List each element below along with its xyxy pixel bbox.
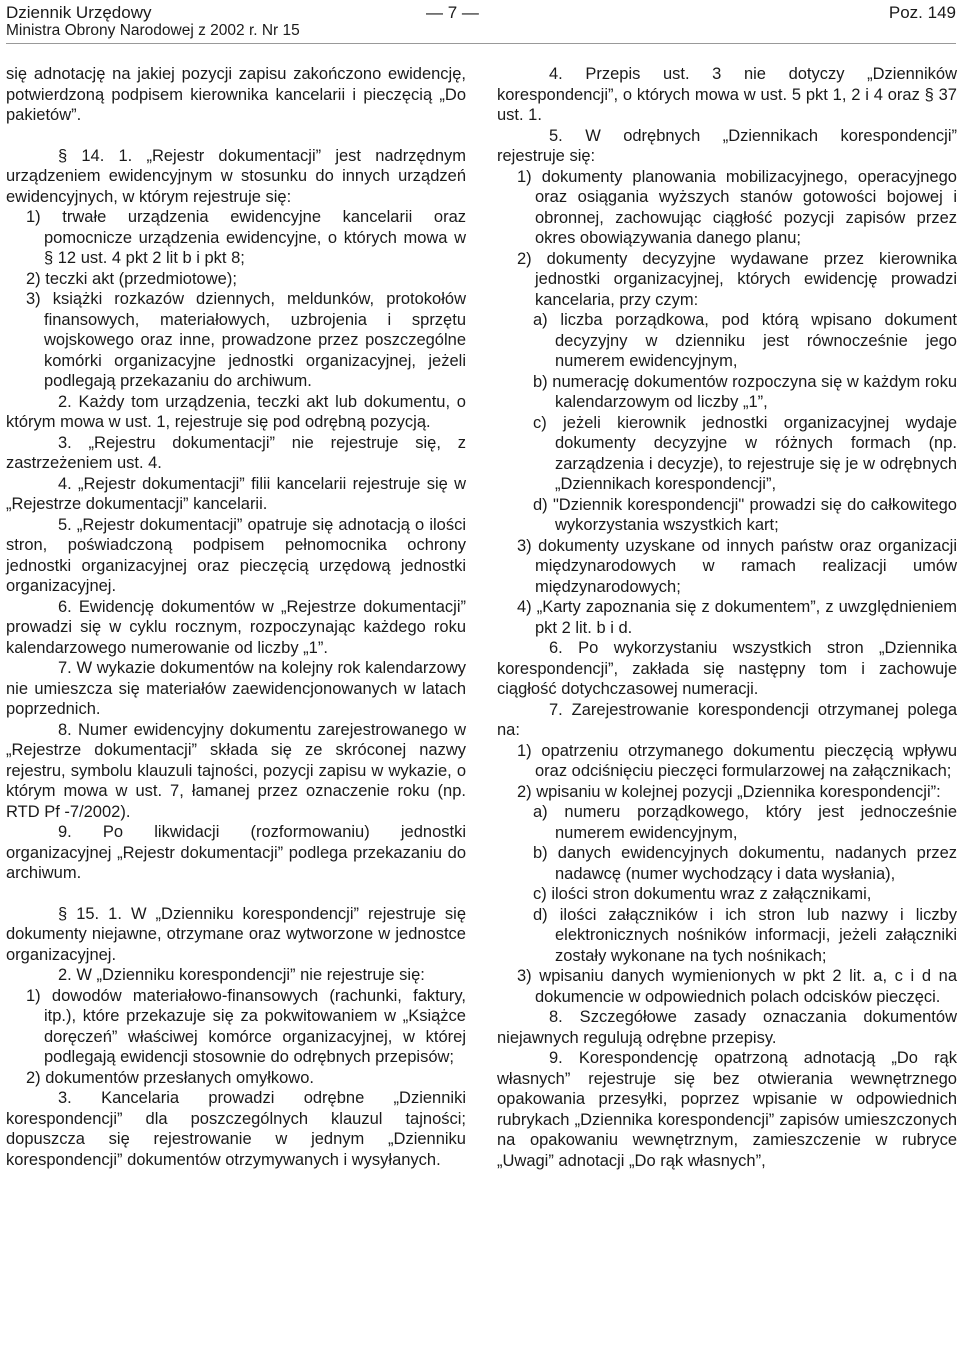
list-item: 1) dokumenty planowania mobilizacyjnego, operacyjnego oraz osiągania wyższych stanów gotowości bojowej i obronnej, zachowując ciągłość pozycji zapisów przez okres obowiązywania danego planu; (517, 167, 957, 247)
paragraph: 5. W odrębnych „Dziennikach korespondencji” rejestruje się: (497, 126, 957, 165)
paragraph: 4. „Rejestr dokumentacji” filii kancelarii rejestruje się w „Rejestrze dokumentacji” kancelarii. (6, 474, 466, 513)
paragraph: 6. Po wykorzystaniu wszystkich stron „Dziennika korespondencji”, zakłada się następny tom i zachowuje ciągłość dotychczasowej numeracji. (497, 639, 957, 698)
sub-list-item: b) danych ewidencyjnych dokumentu, nadanych przez nadawcę (numer wychodzący i data wysłania), (533, 844, 957, 883)
sub-list-item: a) numeru porządkowego, który jest jednocześnie numerem ewidencyjnym, (533, 803, 957, 842)
paragraph: 4. Przepis ust. 3 nie dotyczy „Dzienników korespondencji”, o których mowa w ust. 5 pkt 1, 2 i 4 oraz § 37 ust. 1. (497, 65, 957, 124)
section-15-heading: § 15. 1. W „Dzienniku korespondencji” rejestruje się dokumenty niejawne, otrzymane oraz wytworzone w jednostce organizacyjnej. (6, 904, 466, 964)
list-item: 1) opatrzeniu otrzymanego dokumentu pieczęcią wpływu oraz odciśnięciu pieczęci formularzowej na załącznikach; (517, 741, 957, 780)
page-number: — 7 — (426, 3, 479, 22)
paragraph: 8. Numer ewidencyjny dokumentu zarejestrowanego w „Rejestrze dokumentacji” składa się ze skróconej nazwy rejestru, symbolu klauzuli tajności, pozycji zapisu w wykazie, o którym mowa w ust. 7, łamanej przez oznaczenie roku (np. RTD Pf -7/2002). (6, 720, 466, 821)
sub-list-item: d) "Dziennik korespondencji" prowadzi się do całkowitego wykorzystania wszystkich kart; (533, 495, 957, 534)
page-header (6, 0, 956, 44)
left-column (6, 64, 466, 1170)
header-rule (6, 43, 956, 44)
list-item: 1) trwałe urządzenia ewidencyjne kancelarii oraz pomocnicze urządzenia ewidencyjne, o których mowa w § 12 ust. 4 pkt 2 lit b i pkt 8; (26, 208, 466, 267)
list-item: 2) wpisaniu w kolejnej pozycji „Dziennika korespondencji”: (517, 782, 941, 801)
position-number: Poz. 149 (888, 3, 956, 22)
journal-title: Dziennik Urzędowy (6, 3, 152, 22)
list-item: 3) dokumenty uzyskane od innych państw oraz organizacji międzynarodowych w ramach realizacji umów międzynarodowych; (517, 536, 957, 596)
paragraph: 2. Każdy tom urządzenia, teczki akt lub dokumentu, o którym mowa w ust. 1, rejestruje się pod odrębną pozycją. (6, 392, 466, 431)
header-line-2 (6, 21, 300, 41)
section-14-heading: § 14. 1. „Rejestr dokumentacji” jest nadrzędnym urządzeniem ewidencyjnym w stosunku do innych urządzeń ewidencyjnych, w którym rejestruje się: (6, 146, 466, 206)
paragraph: 6. Ewidencję dokumentów w „Rejestrze dokumentacji” prowadzi się w cyklu rocznym, rozpoczynając każdego roku kalendarzowego numerowanie od liczby „1”. (6, 597, 466, 657)
sub-list-item: a) liczba porządkowa, pod którą wpisano dokument decyzyjny w dzienniku jest równocześnie jego numerem ewidencyjnym, (533, 311, 957, 370)
paragraph: się adnotację na jakiej pozycji zapisu zakończono ewidencję, potwierdzoną podpisem kierownika kancelarii i pieczęcią „Do pakietów”. (6, 65, 466, 124)
right-column (497, 64, 957, 1171)
sub-list-item: b) numerację dokumentów rozpoczyna się w każdym roku kalendarzowym od liczby „1”, (533, 372, 957, 411)
paragraph: 8. Szczegółowe zasady oznaczania dokumentów niejawnych regulują odrębne przepisy. (497, 1008, 957, 1047)
list-item: 2) dokumentów przesłanych omyłkowo. (26, 1068, 314, 1087)
list-item: 2) dokumenty decyzyjne wydawane przez kierownika jednostki organizacyjnej, których ewidencję prowadzi kancelaria, przy czym: (517, 249, 957, 309)
paragraph: 7. Zarejestrowanie korespondencji otrzymanej polega na: (497, 700, 957, 739)
paragraph: 7. W wykazie dokumentów na kolejny rok kalendarzowy nie umieszcza się materiałów zaewidencjonowanych w latach poprzednich. (6, 659, 466, 718)
paragraph: 3. „Rejestru dokumentacji” nie rejestruje się, z zastrzeżeniem ust. 4. (6, 433, 466, 472)
ministry-name: Ministra Obrony Narodowej z 2002 r. Nr 15 (6, 22, 300, 39)
sub-list-item: c) ilości stron dokumentu wraz z załącznikami, (533, 885, 872, 903)
list-item: 3) wpisaniu danych wymienionych w pkt 2 lit. a, c i d na dokumencie w odpowiednich polach odcisków pieczęci. (517, 967, 957, 1006)
paragraph: 9. Korespondencję opatrzoną adnotacją „Do rąk własnych” rejestruje się bez otwierania wewnętrznego opakowania przesyłki, poprzez wpisanie w odpowiednich rubrykach „Dziennika korespondencji” zapisów umieszczonych na opakowaniu wewnętrznym, zamieszczenie w rubryce „Uwagi” adnotacji „Do rąk własnych”, (497, 1049, 957, 1170)
sub-list-item: d) ilości załączników i ich stron lub nazwy i liczby elektronicznych nośników informacji, jeżeli załączniki zostały wykonane na tych nośnikach; (533, 905, 957, 965)
paragraph: 9. Po likwidacji (rozformowaniu) jednostki organizacyjnej „Rejestr dokumentacji” podlega przekazaniu do archiwum. (6, 823, 466, 882)
list-item: 4) „Karty zapoznania się z dokumentem”, z uwzględnieniem pkt 2 lit. b i d. (517, 598, 957, 637)
sub-list-item: c) jeżeli kierownik jednostki organizacyjnej wydaje dokumenty decyzyjne w różnych formach (np. zarządzenia i decyzje), to rejestruje się je w odrębnych „Dziennikach korespondencji”, (533, 413, 957, 493)
paragraph: 2. W „Dzienniku korespondencji” nie rejestruje się: (58, 966, 425, 984)
paragraph: 5. „Rejestr dokumentacji” opatruje się adnotacją o ilości stron, poświadczoną podpisem pełnomocnika ochrony jednostki organizacyjnej oraz pieczęcią urzędową jednostki organizacyjnej. (6, 515, 466, 595)
list-item: 1) dowodów materiałowo-finansowych (rachunki, faktury, itp.), które przekazuje się za pokwitowaniem w „Książce doręczeń” właściwej komórce organizacyjnej, w której podlegają ewidencji stosownie do odrębnych przepisów; (26, 986, 466, 1066)
paragraph: 3. Kancelaria prowadzi odrębne „Dzienniki korespondencji” dla poszczególnych klauzul tajności; dopuszcza się rejestrowanie w jednym „Dzienniku korespondencji” dokumentów otrzymywanych i wysyłanych. (6, 1089, 466, 1169)
list-item: 2) teczki akt (przedmiotowe); (26, 269, 237, 288)
list-item: 3) książki rozkazów dziennych, meldunków, protokołów finansowych, materiałowych, uzbrojenia i sprzętu wojskowego oraz inne, prowadzone przez poszczególne komórki organizacyjne jednostki organizacyjnej, jeżeli podlegają przekazaniu do archiwum. (26, 290, 466, 390)
